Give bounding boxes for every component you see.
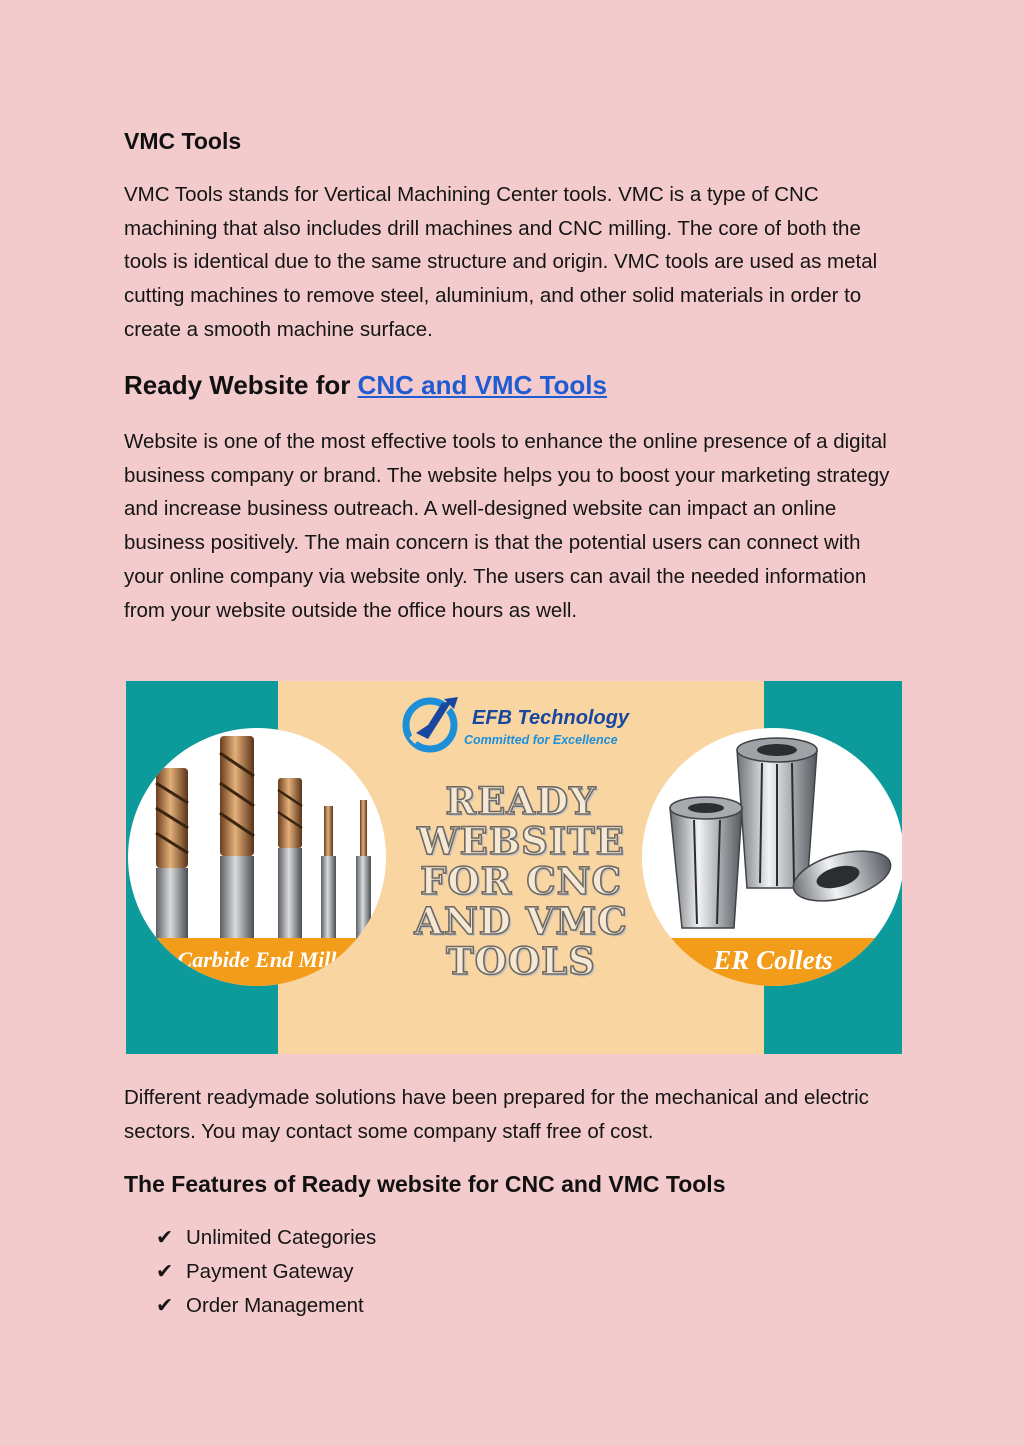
vmc-tools-paragraph: VMC Tools stands for Vertical Machining Center tools. VMC is a type of CNC machining that also includes drill machines and CNC milling. The core of both the tools is identical due to the same structure and origin. VMC tools are used as metal cutting machines to remove steel, aluminium, and other solid materials in order to create a smooth machine surface.: [124, 183, 878, 341]
feature-label: Unlimited Categories: [186, 1226, 377, 1249]
feature-label: Order Management: [186, 1293, 364, 1317]
readymade-solutions-paragraph: Different readymade solutions have been prepared for the mechanical and electric sectors. You may contact some company staff free of cost.: [124, 1086, 869, 1143]
logo-name: EFB Technology: [472, 707, 630, 729]
headline-line: AND VMC: [414, 899, 628, 943]
ready-website-heading: [124, 368, 607, 402]
logo-tagline: Committed for Excellence: [464, 733, 618, 747]
checkmark-icon: ✔: [156, 1226, 174, 1249]
feature-label: Payment Gateway: [186, 1259, 354, 1283]
er-collets-label: ER Collets: [642, 938, 902, 986]
headline-line: TOOLS: [446, 939, 596, 983]
cnc-vmc-tools-link[interactable]: CNC and VMC Tools: [357, 370, 607, 400]
er-collets-circle: [642, 728, 902, 986]
checkmark-icon: ✔: [156, 1259, 174, 1283]
list-item: [156, 1289, 376, 1323]
features-list: [156, 1221, 376, 1322]
checkmark-icon: ✔: [156, 1293, 174, 1317]
ready-website-heading-prefix: Ready Website for: [124, 370, 358, 400]
website-paragraph: Website is one of the most effective tools to enhance the online presence of a digital business company or brand. The website helps you to boost your marketing strategy and increase business outreach. A well-designed website can impact an online business positively. The main concern is that the potential users can connect with your online company via website only. The users can avail the needed information from your website outside the office hours as well.: [124, 430, 890, 622]
list-item: [156, 1255, 376, 1289]
carbide-end-mill-label: Carbide End Mill: [128, 938, 386, 986]
efb-logo-icon: [398, 693, 464, 753]
headline-line: READY: [445, 779, 597, 823]
carbide-end-mill-circle: [128, 728, 386, 986]
efb-logo: [398, 693, 648, 753]
banner-headline: [396, 781, 646, 981]
headline-line: WEBSITE: [417, 819, 625, 863]
list-item: [156, 1221, 376, 1255]
features-heading: The Features of Ready website for CNC and VMC Tools: [124, 1171, 726, 1197]
vmc-tools-heading: VMC Tools: [124, 128, 242, 154]
promo-banner-image: [126, 681, 902, 1054]
headline-line: FOR CNC: [420, 859, 622, 903]
